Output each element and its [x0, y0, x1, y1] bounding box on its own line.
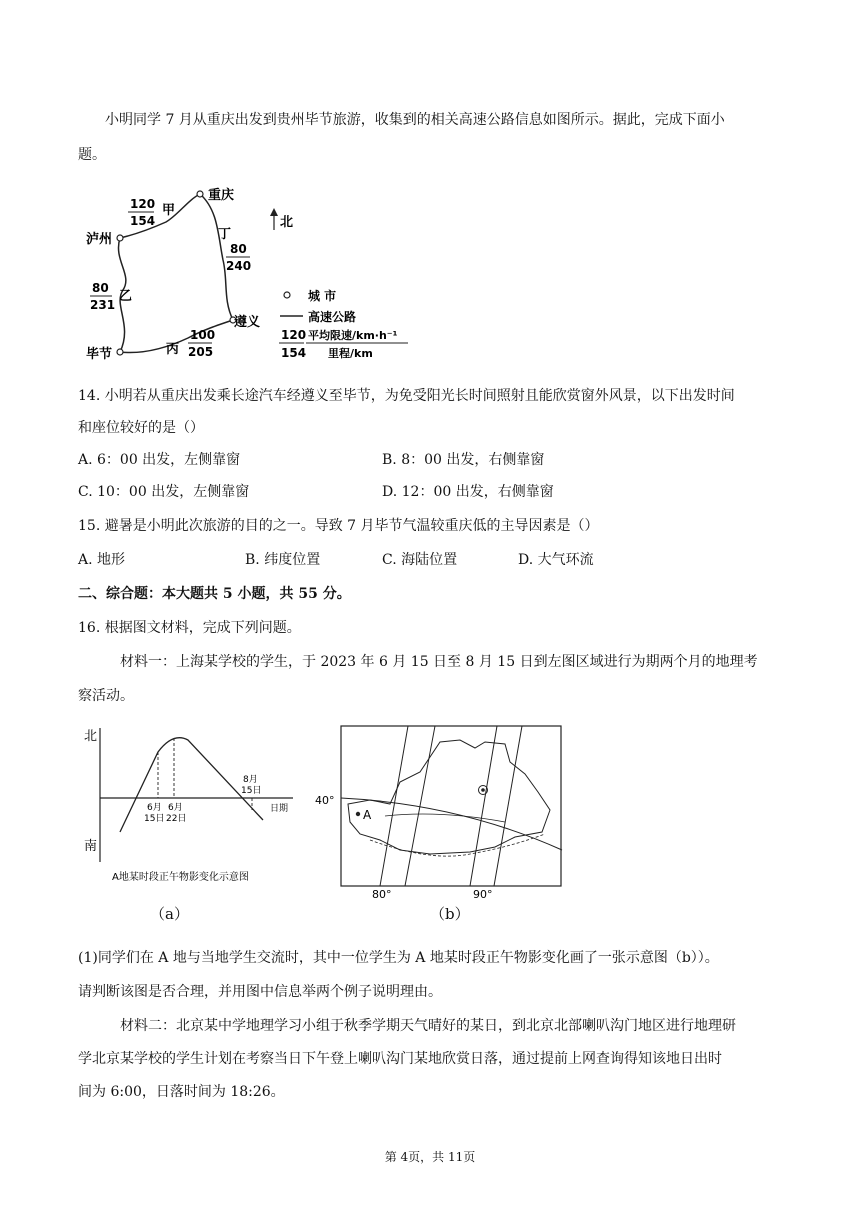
fig-a-d1-line2: 15日: [144, 814, 165, 824]
q15-stem: 15. 避暑是小明此次旅游的目的之一。导致 7 月毕节气温较重庆低的主导因素是（）: [78, 518, 599, 534]
road-bing-name: 丙: [166, 342, 180, 357]
fig-b-lat-40: 40°: [315, 794, 335, 807]
legend-speed-label: 平均限速/km·h⁻¹: [308, 329, 398, 342]
highway-map: [78, 180, 438, 365]
city-bijie: 毕节: [86, 347, 113, 362]
road-yi-distance: 231: [90, 298, 116, 312]
legend-distance-label: 里程/km: [328, 347, 373, 360]
fig-a-d2-line2: 22日: [166, 814, 187, 824]
intro-line-2: 题。: [78, 147, 106, 163]
city-zunyi: 遵义: [234, 315, 261, 330]
q15-option-d: D. 大气环流: [518, 552, 594, 568]
q15-option-a: A. 地形: [78, 552, 126, 568]
q16-material-2-line-1: 材料二：北京某中学地理学习小组于秋季学期天气晴好的某日，到北京北部喇叭沟门地区进行地理研: [120, 1018, 736, 1034]
figure-b-region-map: [310, 722, 580, 902]
q14-option-b: B. 8：00 出发，右侧靠窗: [382, 452, 545, 468]
road-jia-name: 甲: [162, 203, 176, 218]
page-footer: 第 4页，共 11页: [384, 1150, 476, 1164]
q16-sub1-line-1: (1)同学们在 A 地与当地学生交流时，其中一位学生为 A 地某时段正午物影变化画了一张示意图（b））。: [78, 950, 719, 966]
road-ding-distance: 240: [226, 259, 252, 273]
road-bing-speed: 100: [190, 328, 216, 342]
legend-city-icon: [284, 292, 290, 298]
section-2-heading: 二、综合题：本大题共 5 小题，共 55 分。: [78, 586, 351, 602]
point-a-marker: [356, 812, 360, 816]
city-marker-luzhou: [117, 235, 123, 241]
fig-b-lon-80: 80°: [372, 888, 392, 901]
q16-material-1-line-1: 材料一：上海某学校的学生，于 2023 年 6 月 15 日至 8 月 15 日到左图区域进行为期两个月的地理考: [120, 654, 758, 670]
city-marker-bijie: [117, 349, 123, 355]
fig-b-lon-90: 90°: [473, 888, 493, 901]
legend-sample-speed: 120: [281, 328, 307, 342]
fig-a-shadow-curve: [120, 738, 263, 832]
fig-b-point-a: A: [363, 808, 372, 822]
fig-a-d3-line1: 8月: [243, 775, 258, 785]
intro-line-1: 小明同学 7 月从重庆出发到贵州毕节旅游，收集到的相关高速公路信息如图所示。据此，完成下面小: [105, 112, 725, 128]
road-yi-speed: 80: [92, 281, 109, 295]
fig-a-caption: A地某时段正午物影变化示意图: [112, 872, 249, 883]
q14-stem-line-2: 和座位较好的是（）: [78, 420, 204, 436]
fig-a-axis-label: 日期: [270, 804, 289, 814]
road-jia-speed: 120: [130, 197, 156, 211]
road-yi-name: 乙: [119, 289, 133, 304]
q14-option-c: C. 10：00 出发，左侧靠窗: [78, 484, 250, 500]
legend-sample-distance: 154: [281, 346, 307, 360]
q16-material-2-line-3: 间为 6:00，日落时间为 18:26。: [78, 1084, 285, 1100]
city-marker-chongqing: [197, 191, 203, 197]
fig-a-d3-line2: 15日: [241, 786, 262, 796]
figure-a-label: （a）: [150, 905, 189, 923]
q15-option-b: B. 纬度位置: [245, 552, 321, 568]
fig-a-d2-line1: 6月: [168, 803, 183, 813]
q14-option-a: A. 6：00 出发，左侧靠窗: [78, 452, 241, 468]
fig-a-d1-line1: 6月: [147, 803, 162, 813]
q14-option-d: D. 12：00 出发，右侧靠窗: [382, 484, 554, 500]
q14-stem-line-1: 14. 小明若从重庆出发乘长途汽车经遵义至毕节，为免受阳光长时间照射且能欣赏窗外风景，以下出发时间: [78, 388, 735, 404]
q16-material-2-line-2: 学北京某学校的学生计划在考察当日下午登上喇叭沟门某地欣赏日落，通过提前上网查询得知该地日出时: [78, 1051, 722, 1067]
figure-a-shadow-chart: [78, 722, 308, 887]
road-jia-distance: 154: [130, 214, 156, 228]
city-luzhou: 泸州: [86, 232, 113, 247]
road-ding-speed: 80: [230, 242, 247, 256]
figure-b-label: （b）: [430, 905, 470, 923]
north-label: 北: [280, 215, 294, 230]
fig-a-north: 北: [84, 729, 98, 744]
road-ding-name: 丁: [218, 227, 232, 242]
q16-sub1-line-2: 请判断该图是否合理，并用图中信息举两个例子说明理由。: [78, 984, 442, 1000]
road-bing-distance: 205: [188, 345, 214, 359]
fig-a-south: 南: [84, 839, 98, 854]
legend-city: 城 市: [308, 289, 337, 303]
legend-highway: 高速公路: [308, 310, 357, 324]
city-chongqing: 重庆: [208, 188, 235, 203]
q16-stem: 16. 根据图文材料，完成下列问题。: [78, 620, 301, 636]
q15-option-c: C. 海陆位置: [382, 552, 458, 568]
q16-material-1-line-2: 察活动。: [78, 688, 134, 704]
